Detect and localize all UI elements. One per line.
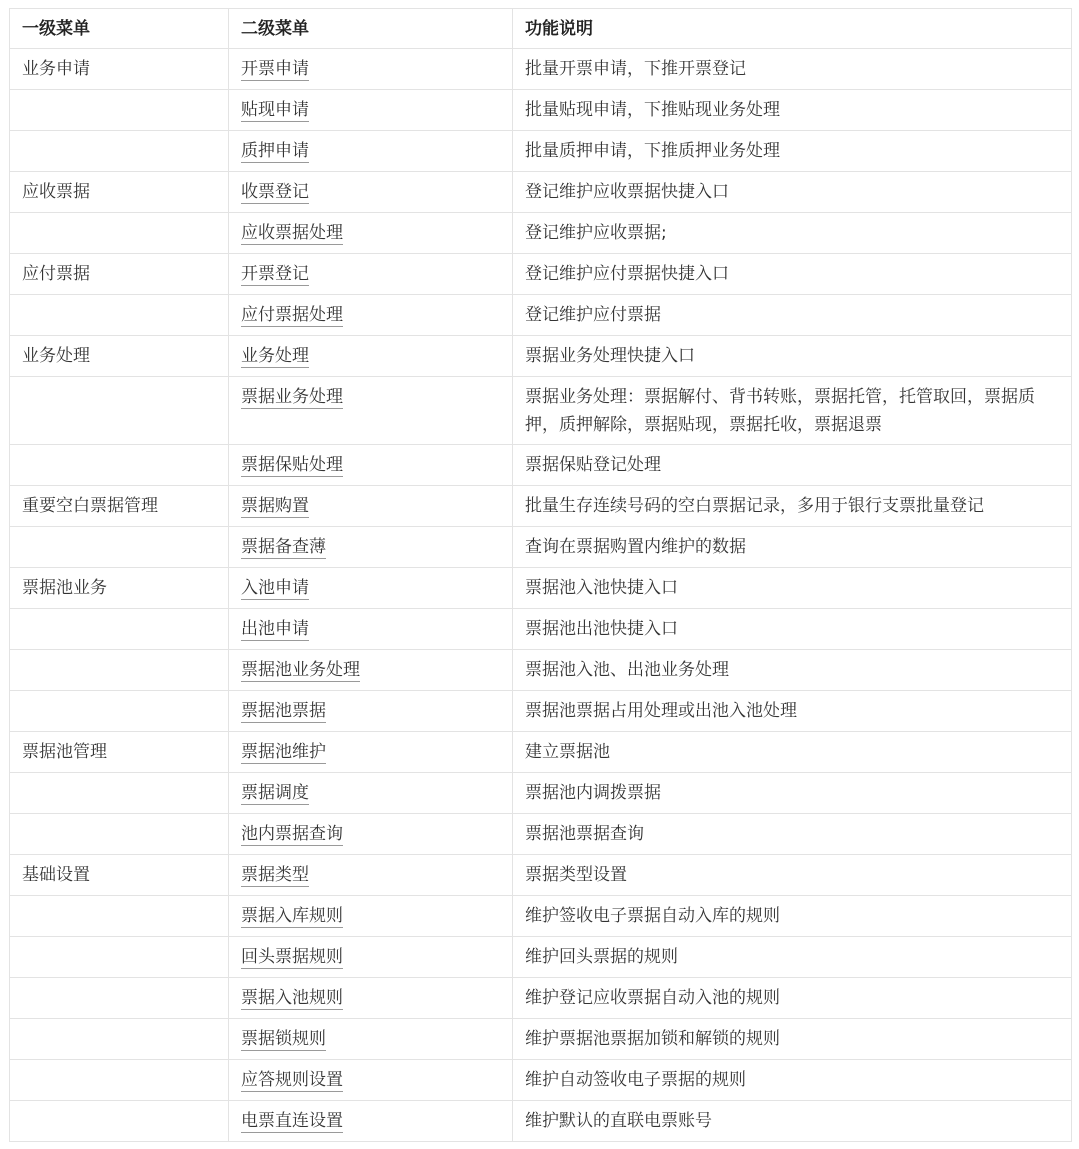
secondary-menu-link[interactable]: 出池申请 <box>241 619 309 639</box>
description-text: 维护自动签收电子票据的规则 <box>525 1070 746 1090</box>
menu-function-table <box>9 8 1072 1142</box>
description-text: 维护回头票据的规则 <box>525 947 678 967</box>
header-description: 功能说明 <box>513 9 1072 49</box>
secondary-menu-link[interactable]: 业务处理 <box>241 346 309 366</box>
table-row <box>10 377 1072 445</box>
secondary-menu-cell <box>229 213 513 254</box>
description-text: 票据池票据查询 <box>525 824 644 844</box>
secondary-menu-link[interactable]: 票据入库规则 <box>241 906 343 926</box>
primary-menu-cell <box>10 1060 229 1101</box>
secondary-menu-cell <box>229 336 513 377</box>
table-row <box>10 855 1072 896</box>
table-row <box>10 445 1072 486</box>
table-row <box>10 732 1072 773</box>
secondary-menu-cell <box>229 295 513 336</box>
secondary-menu-link[interactable]: 票据池业务处理 <box>241 660 360 680</box>
description-cell <box>513 254 1072 295</box>
secondary-menu-cell <box>229 445 513 486</box>
primary-menu-cell <box>10 896 229 937</box>
secondary-menu-cell <box>229 732 513 773</box>
table-row <box>10 1101 1072 1142</box>
table-row <box>10 1060 1072 1101</box>
secondary-menu-cell <box>229 90 513 131</box>
description-cell <box>513 527 1072 568</box>
secondary-menu-cell <box>229 1060 513 1101</box>
header-secondary-menu: 二级菜单 <box>229 9 513 49</box>
secondary-menu-cell <box>229 937 513 978</box>
primary-menu-cell <box>10 978 229 1019</box>
description-text: 票据保贴登记处理 <box>525 455 661 475</box>
secondary-menu-link[interactable]: 票据池维护 <box>241 742 326 762</box>
secondary-menu-link[interactable]: 票据业务处理 <box>241 387 343 407</box>
primary-menu-cell <box>10 527 229 568</box>
primary-menu-cell: 票据池管理 <box>10 732 229 773</box>
secondary-menu-link[interactable]: 票据购置 <box>241 496 309 516</box>
description-cell <box>513 855 1072 896</box>
table-row <box>10 49 1072 90</box>
description-text: 登记维护应付票据快捷入口 <box>525 264 729 284</box>
table-row <box>10 568 1072 609</box>
secondary-menu-cell <box>229 131 513 172</box>
description-text: 批量开票申请，下推开票登记 <box>525 59 746 79</box>
description-cell <box>513 609 1072 650</box>
secondary-menu-link[interactable]: 票据调度 <box>241 783 309 803</box>
description-text: 建立票据池 <box>525 742 610 762</box>
secondary-menu-link[interactable]: 票据保贴处理 <box>241 455 343 475</box>
secondary-menu-cell <box>229 49 513 90</box>
secondary-menu-cell <box>229 896 513 937</box>
description-text: 维护登记应收票据自动入池的规则 <box>525 988 780 1008</box>
primary-menu-cell <box>10 691 229 732</box>
primary-menu-cell: 票据池业务 <box>10 568 229 609</box>
secondary-menu-cell <box>229 1101 513 1142</box>
description-cell <box>513 1101 1072 1142</box>
primary-menu-cell: 业务处理 <box>10 336 229 377</box>
description-cell <box>513 336 1072 377</box>
secondary-menu-cell <box>229 172 513 213</box>
secondary-menu-cell <box>229 377 513 445</box>
description-cell <box>513 732 1072 773</box>
description-text: 登记维护应收票据快捷入口 <box>525 182 729 202</box>
table-row <box>10 131 1072 172</box>
description-cell <box>513 978 1072 1019</box>
secondary-menu-link[interactable]: 收票登记 <box>241 182 309 202</box>
description-text: 维护默认的直联电票账号 <box>525 1111 712 1131</box>
description-text: 批量质押申请，下推质押业务处理 <box>525 141 780 161</box>
table-row <box>10 896 1072 937</box>
secondary-menu-link[interactable]: 应收票据处理 <box>241 223 343 243</box>
header-primary-menu: 一级菜单 <box>10 9 229 49</box>
description-cell <box>513 172 1072 213</box>
secondary-menu-cell <box>229 814 513 855</box>
primary-menu-cell: 应收票据 <box>10 172 229 213</box>
table-row <box>10 213 1072 254</box>
secondary-menu-link[interactable]: 开票登记 <box>241 264 309 284</box>
table-row <box>10 527 1072 568</box>
description-cell <box>513 691 1072 732</box>
secondary-menu-cell <box>229 650 513 691</box>
primary-menu-cell <box>10 1019 229 1060</box>
table-row <box>10 609 1072 650</box>
secondary-menu-cell <box>229 978 513 1019</box>
secondary-menu-link[interactable]: 池内票据查询 <box>241 824 343 844</box>
table-body <box>10 49 1072 1142</box>
secondary-menu-link[interactable]: 票据类型 <box>241 865 309 885</box>
description-text: 票据池入池、出池业务处理 <box>525 660 729 680</box>
secondary-menu-link[interactable]: 应答规则设置 <box>241 1070 343 1090</box>
secondary-menu-cell <box>229 691 513 732</box>
secondary-menu-cell <box>229 568 513 609</box>
secondary-menu-link[interactable]: 票据锁规则 <box>241 1029 326 1049</box>
description-cell <box>513 937 1072 978</box>
table-row <box>10 254 1072 295</box>
description-text: 票据池出池快捷入口 <box>525 619 678 639</box>
description-cell <box>513 486 1072 527</box>
table-row <box>10 90 1072 131</box>
description-text: 票据业务处理快捷入口 <box>525 346 695 366</box>
description-cell <box>513 377 1072 445</box>
description-cell <box>513 213 1072 254</box>
secondary-menu-cell <box>229 773 513 814</box>
description-text: 票据类型设置 <box>525 865 627 885</box>
table-row <box>10 773 1072 814</box>
description-text: 维护票据池票据加锁和解锁的规则 <box>525 1029 780 1049</box>
secondary-menu-cell <box>229 609 513 650</box>
primary-menu-cell: 应付票据 <box>10 254 229 295</box>
description-cell <box>513 568 1072 609</box>
description-cell <box>513 1019 1072 1060</box>
secondary-menu-link[interactable]: 票据入池规则 <box>241 988 343 1008</box>
description-cell <box>513 131 1072 172</box>
primary-menu-cell <box>10 937 229 978</box>
secondary-menu-link[interactable]: 开票申请 <box>241 59 309 79</box>
primary-menu-cell <box>10 445 229 486</box>
primary-menu-cell <box>10 377 229 445</box>
secondary-menu-link[interactable]: 贴现申请 <box>241 100 309 120</box>
description-cell <box>513 1060 1072 1101</box>
secondary-menu-link[interactable]: 入池申请 <box>241 578 309 598</box>
description-text: 查询在票据购置内维护的数据 <box>525 537 746 557</box>
primary-menu-cell <box>10 213 229 254</box>
description-cell <box>513 295 1072 336</box>
secondary-menu-cell <box>229 527 513 568</box>
primary-menu-cell <box>10 90 229 131</box>
description-cell <box>513 814 1072 855</box>
description-cell <box>513 445 1072 486</box>
primary-menu-cell <box>10 773 229 814</box>
table-header-row <box>10 9 1072 49</box>
table-row <box>10 172 1072 213</box>
primary-menu-cell <box>10 650 229 691</box>
primary-menu-cell <box>10 131 229 172</box>
description-text: 票据池内调拨票据 <box>525 783 661 803</box>
primary-menu-cell: 业务申请 <box>10 49 229 90</box>
secondary-menu-link[interactable]: 票据备查薄 <box>241 537 326 557</box>
primary-menu-cell: 重要空白票据管理 <box>10 486 229 527</box>
secondary-menu-link[interactable]: 应付票据处理 <box>241 305 343 325</box>
secondary-menu-cell <box>229 855 513 896</box>
table-row <box>10 486 1072 527</box>
table-row <box>10 814 1072 855</box>
table-row <box>10 650 1072 691</box>
primary-menu-cell <box>10 1101 229 1142</box>
description-text: 登记维护应收票据; <box>525 223 667 243</box>
secondary-menu-link[interactable]: 回头票据规则 <box>241 947 343 967</box>
description-text: 维护签收电子票据自动入库的规则 <box>525 906 780 926</box>
description-cell <box>513 49 1072 90</box>
description-cell <box>513 773 1072 814</box>
table-row <box>10 1019 1072 1060</box>
table-row <box>10 978 1072 1019</box>
primary-menu-cell <box>10 814 229 855</box>
secondary-menu-cell <box>229 486 513 527</box>
primary-menu-cell: 基础设置 <box>10 855 229 896</box>
description-text: 票据池票据占用处理或出池入池处理 <box>525 701 797 721</box>
description-text: 批量生存连续号码的空白票据记录，多用于银行支票批量登记 <box>525 496 984 516</box>
table-row <box>10 295 1072 336</box>
secondary-menu-cell <box>229 1019 513 1060</box>
description-cell <box>513 90 1072 131</box>
primary-menu-cell <box>10 609 229 650</box>
description-text: 票据业务处理：票据解付、背书转账，票据托管，托管取回，票据质押，质押解除，票据贴现，票据托收，票据退票 <box>525 387 1035 435</box>
secondary-menu-cell <box>229 254 513 295</box>
primary-menu-cell <box>10 295 229 336</box>
description-text: 批量贴现申请，下推贴现业务处理 <box>525 100 780 120</box>
description-text: 票据池入池快捷入口 <box>525 578 678 598</box>
table-row <box>10 937 1072 978</box>
secondary-menu-link[interactable]: 质押申请 <box>241 141 309 161</box>
description-cell <box>513 650 1072 691</box>
secondary-menu-link[interactable]: 电票直连设置 <box>241 1111 343 1131</box>
description-cell <box>513 896 1072 937</box>
secondary-menu-link[interactable]: 票据池票据 <box>241 701 326 721</box>
table-row <box>10 691 1072 732</box>
description-text: 登记维护应付票据 <box>525 305 661 325</box>
table-row <box>10 336 1072 377</box>
